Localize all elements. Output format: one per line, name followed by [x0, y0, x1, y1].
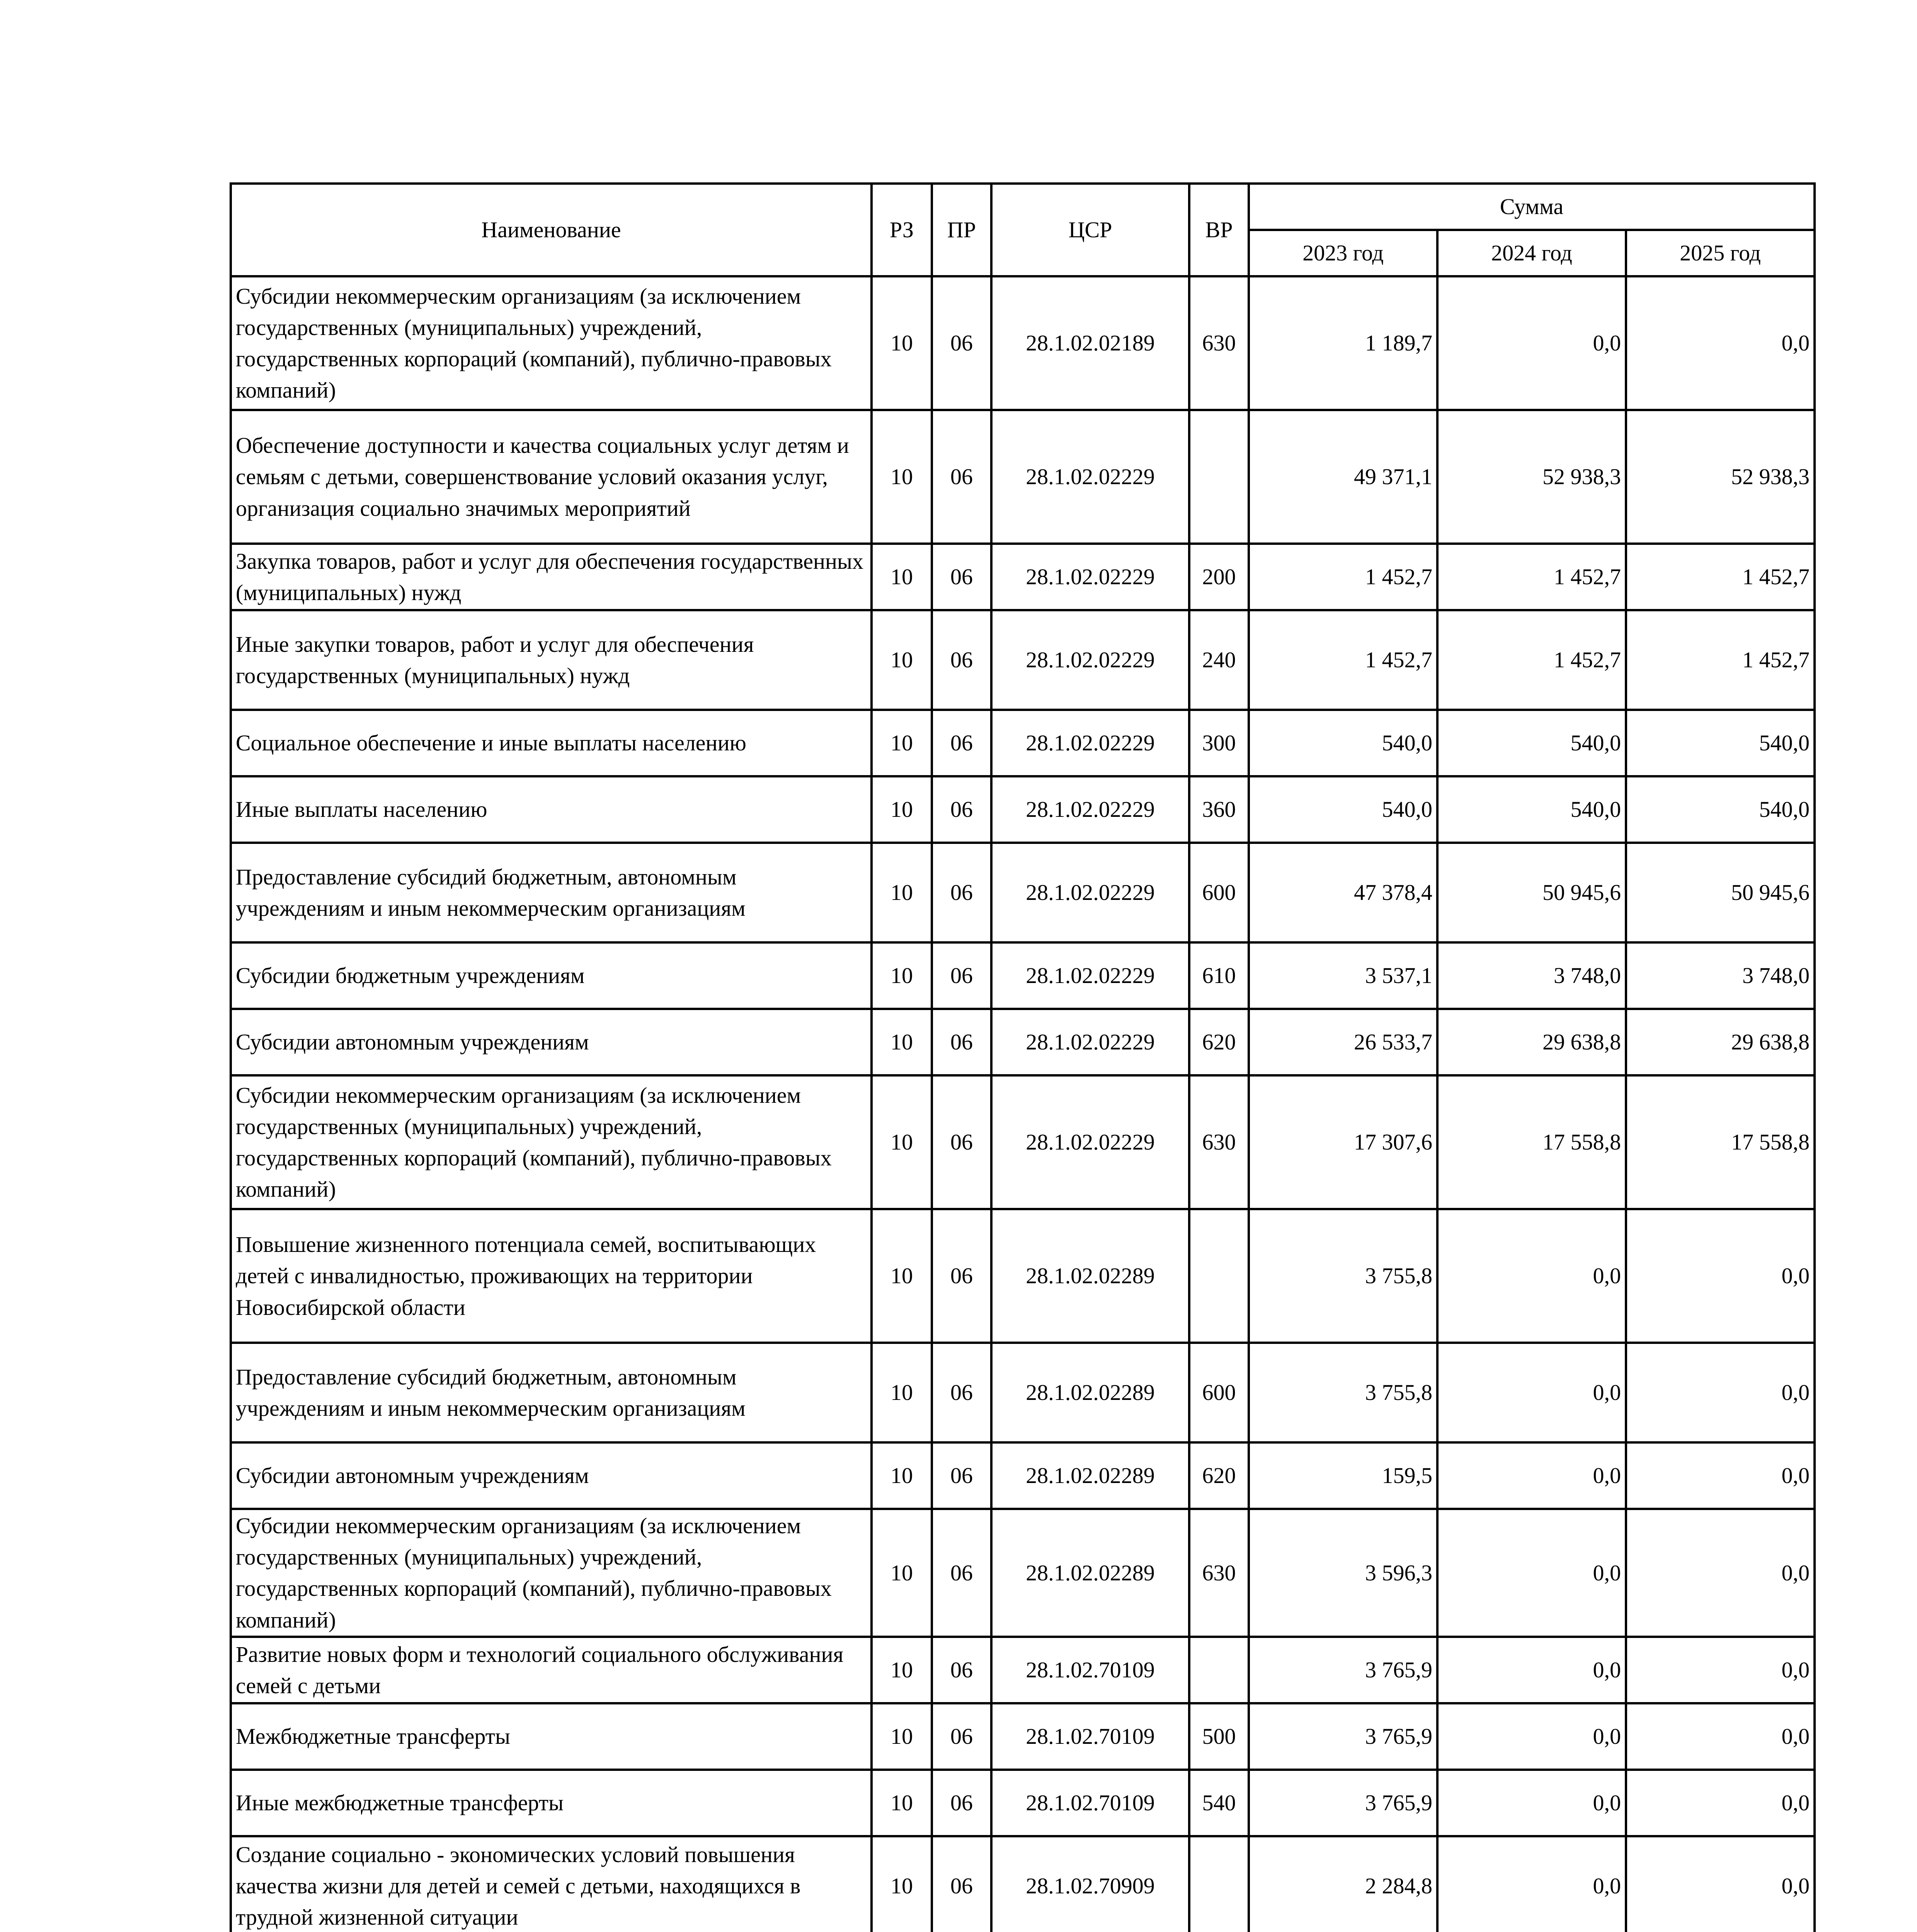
- row-sum-2025: 52 938,3: [1626, 410, 1815, 544]
- row-vr: 630: [1189, 276, 1249, 410]
- table-body: [231, 276, 1815, 1932]
- row-vr: [1189, 1209, 1249, 1343]
- row-sum-2024: 50 945,6: [1437, 843, 1626, 942]
- row-vr: 200: [1189, 544, 1249, 610]
- header-year-2025: 2025 год: [1626, 230, 1815, 276]
- header-vr: ВР: [1189, 184, 1249, 276]
- row-pr: 06: [932, 710, 991, 776]
- row-sum-2023: 3 765,9: [1249, 1703, 1437, 1770]
- row-name: Субсидии автономным учреждениям: [231, 1442, 872, 1509]
- row-vr: 600: [1189, 1343, 1249, 1442]
- row-sum-2023: 1 452,7: [1249, 610, 1437, 710]
- row-name: Субсидии некоммерческим организациям (за исключением государственных (муниципальных) учреждений, государственных корпораций (компаний), публично-правовых компаний): [231, 1509, 872, 1637]
- row-rz: 10: [872, 410, 932, 544]
- row-sum-2024: 0,0: [1437, 1343, 1626, 1442]
- row-sum-2024: 29 638,8: [1437, 1009, 1626, 1075]
- row-pr: 06: [932, 1836, 991, 1932]
- row-vr: 620: [1189, 1009, 1249, 1075]
- row-sum-2025: 50 945,6: [1626, 843, 1815, 942]
- table-row: [231, 843, 1815, 942]
- row-sum-2024: 0,0: [1437, 1703, 1626, 1770]
- row-sum-2023: 3 596,3: [1249, 1509, 1437, 1637]
- row-name: Обеспечение доступности и качества социальных услуг детям и семьям с детьми, совершенствование условий оказания услуг, организация социально значимых мероприятий: [231, 410, 872, 544]
- row-sum-2025: 540,0: [1626, 710, 1815, 776]
- table-row: [231, 1703, 1815, 1770]
- row-vr: [1189, 1836, 1249, 1932]
- row-sum-2025: 0,0: [1626, 1836, 1815, 1932]
- budget-table: [230, 182, 1816, 1932]
- row-sum-2024: 0,0: [1437, 1770, 1626, 1836]
- row-sum-2025: 1 452,7: [1626, 610, 1815, 710]
- row-name: Закупка товаров, работ и услуг для обеспечения государственных (муниципальных) нужд: [231, 544, 872, 610]
- row-csr: 28.1.02.02229: [991, 843, 1189, 942]
- row-sum-2023: 17 307,6: [1249, 1075, 1437, 1209]
- row-sum-2025: 0,0: [1626, 1703, 1815, 1770]
- row-sum-2025: 0,0: [1626, 1209, 1815, 1343]
- row-vr: 620: [1189, 1442, 1249, 1509]
- row-sum-2024: 0,0: [1437, 1442, 1626, 1509]
- row-sum-2023: 47 378,4: [1249, 843, 1437, 942]
- row-csr: 28.1.02.02289: [991, 1343, 1189, 1442]
- row-name: Межбюджетные трансферты: [231, 1703, 872, 1770]
- row-vr: [1189, 1637, 1249, 1703]
- row-name: Предоставление субсидий бюджетным, автономным учреждениям и иным некоммерческим организациям: [231, 843, 872, 942]
- table-row: [231, 1770, 1815, 1836]
- table-row: [231, 410, 1815, 544]
- row-csr: 28.1.02.70109: [991, 1770, 1189, 1836]
- table-row: [231, 1209, 1815, 1343]
- header-csr: ЦСР: [991, 184, 1189, 276]
- row-csr: 28.1.02.02229: [991, 776, 1189, 843]
- row-rz: 10: [872, 544, 932, 610]
- row-name: Социальное обеспечение и иные выплаты населению: [231, 710, 872, 776]
- row-sum-2024: 540,0: [1437, 710, 1626, 776]
- row-csr: 28.1.02.70109: [991, 1703, 1189, 1770]
- row-vr: [1189, 410, 1249, 544]
- row-csr: 28.1.02.02229: [991, 610, 1189, 710]
- row-csr: 28.1.02.02289: [991, 1209, 1189, 1343]
- table-row: [231, 276, 1815, 410]
- row-rz: 10: [872, 843, 932, 942]
- row-csr: 28.1.02.02229: [991, 544, 1189, 610]
- row-sum-2025: 0,0: [1626, 1343, 1815, 1442]
- row-vr: 600: [1189, 843, 1249, 942]
- table-row: [231, 1637, 1815, 1703]
- row-sum-2024: 0,0: [1437, 1836, 1626, 1932]
- row-rz: 10: [872, 1703, 932, 1770]
- row-rz: 10: [872, 942, 932, 1009]
- header-name: Наименование: [231, 184, 872, 276]
- table-row: [231, 1509, 1815, 1637]
- table-row: [231, 710, 1815, 776]
- row-csr: 28.1.02.02229: [991, 1075, 1189, 1209]
- row-rz: 10: [872, 610, 932, 710]
- header-year-2024: 2024 год: [1437, 230, 1626, 276]
- row-sum-2024: 52 938,3: [1437, 410, 1626, 544]
- row-csr: 28.1.02.02189: [991, 276, 1189, 410]
- row-sum-2025: 0,0: [1626, 1509, 1815, 1637]
- row-name: Повышение жизненного потенциала семей, воспитывающих детей с инвалидностью, проживающих на территории Новосибирской области: [231, 1209, 872, 1343]
- row-name: Создание социально - экономических условий повышения качества жизни для детей и семей с детьми, находящихся в трудной жизненной ситуации: [231, 1836, 872, 1932]
- row-sum-2023: 159,5: [1249, 1442, 1437, 1509]
- row-pr: 06: [932, 1209, 991, 1343]
- row-sum-2023: 540,0: [1249, 776, 1437, 843]
- row-rz: 10: [872, 1209, 932, 1343]
- row-csr: 28.1.02.70109: [991, 1637, 1189, 1703]
- row-csr: 28.1.02.02229: [991, 710, 1189, 776]
- row-sum-2025: 0,0: [1626, 1770, 1815, 1836]
- row-sum-2023: 49 371,1: [1249, 410, 1437, 544]
- row-sum-2024: 3 748,0: [1437, 942, 1626, 1009]
- row-pr: 06: [932, 1343, 991, 1442]
- row-vr: 240: [1189, 610, 1249, 710]
- row-sum-2023: 3 765,9: [1249, 1770, 1437, 1836]
- row-sum-2023: 26 533,7: [1249, 1009, 1437, 1075]
- row-csr: 28.1.02.02229: [991, 942, 1189, 1009]
- row-name: Предоставление субсидий бюджетным, автономным учреждениям и иным некоммерческим организациям: [231, 1343, 872, 1442]
- row-name: Иные выплаты населению: [231, 776, 872, 843]
- row-rz: 10: [872, 1836, 932, 1932]
- row-pr: 06: [932, 610, 991, 710]
- row-rz: 10: [872, 1009, 932, 1075]
- row-pr: 06: [932, 276, 991, 410]
- row-rz: 10: [872, 1075, 932, 1209]
- row-vr: 630: [1189, 1509, 1249, 1637]
- row-pr: 06: [932, 776, 991, 843]
- row-sum-2023: 1 452,7: [1249, 544, 1437, 610]
- row-rz: 10: [872, 276, 932, 410]
- row-vr: 540: [1189, 1770, 1249, 1836]
- row-vr: 500: [1189, 1703, 1249, 1770]
- row-sum-2023: 3 755,8: [1249, 1343, 1437, 1442]
- table-row: [231, 776, 1815, 843]
- row-sum-2025: 0,0: [1626, 276, 1815, 410]
- row-rz: 10: [872, 1509, 932, 1637]
- row-pr: 06: [932, 1442, 991, 1509]
- row-sum-2024: 1 452,7: [1437, 544, 1626, 610]
- table-row: [231, 1343, 1815, 1442]
- row-pr: 06: [932, 1509, 991, 1637]
- row-sum-2024: 0,0: [1437, 1509, 1626, 1637]
- row-sum-2023: 540,0: [1249, 710, 1437, 776]
- table-row: [231, 1442, 1815, 1509]
- table-row: [231, 1836, 1815, 1932]
- row-sum-2025: 540,0: [1626, 776, 1815, 843]
- row-csr: 28.1.02.70909: [991, 1836, 1189, 1932]
- row-rz: 10: [872, 1770, 932, 1836]
- row-vr: 300: [1189, 710, 1249, 776]
- row-rz: 10: [872, 710, 932, 776]
- table-row: [231, 544, 1815, 610]
- table-row: [231, 942, 1815, 1009]
- row-vr: 610: [1189, 942, 1249, 1009]
- row-csr: 28.1.02.02229: [991, 1009, 1189, 1075]
- row-rz: 10: [872, 776, 932, 843]
- row-pr: 06: [932, 843, 991, 942]
- row-pr: 06: [932, 1075, 991, 1209]
- row-sum-2024: 540,0: [1437, 776, 1626, 843]
- header-pr: ПР: [932, 184, 991, 276]
- table-row: [231, 610, 1815, 710]
- row-sum-2025: 1 452,7: [1626, 544, 1815, 610]
- row-rz: 10: [872, 1637, 932, 1703]
- row-pr: 06: [932, 544, 991, 610]
- row-csr: 28.1.02.02289: [991, 1509, 1189, 1637]
- row-sum-2025: 29 638,8: [1626, 1009, 1815, 1075]
- row-name: Развитие новых форм и технологий социального обслуживания семей с детьми: [231, 1637, 872, 1703]
- row-sum-2024: 0,0: [1437, 1209, 1626, 1343]
- row-sum-2023: 3 537,1: [1249, 942, 1437, 1009]
- row-sum-2024: 17 558,8: [1437, 1075, 1626, 1209]
- row-sum-2025: 0,0: [1626, 1637, 1815, 1703]
- row-name: Субсидии бюджетным учреждениям: [231, 942, 872, 1009]
- row-sum-2025: 0,0: [1626, 1442, 1815, 1509]
- row-csr: 28.1.02.02289: [991, 1442, 1189, 1509]
- header-year-2023: 2023 год: [1249, 230, 1437, 276]
- header-sum: Сумма: [1249, 184, 1815, 230]
- row-name: Иные закупки товаров, работ и услуг для обеспечения государственных (муниципальных) нужд: [231, 610, 872, 710]
- row-sum-2024: 0,0: [1437, 276, 1626, 410]
- table-row: [231, 1075, 1815, 1209]
- row-rz: 10: [872, 1343, 932, 1442]
- row-sum-2024: 0,0: [1437, 1637, 1626, 1703]
- row-pr: 06: [932, 410, 991, 544]
- row-sum-2024: 1 452,7: [1437, 610, 1626, 710]
- row-pr: 06: [932, 1770, 991, 1836]
- row-pr: 06: [932, 1637, 991, 1703]
- row-pr: 06: [932, 942, 991, 1009]
- row-pr: 06: [932, 1703, 991, 1770]
- header-rz: РЗ: [872, 184, 932, 276]
- row-name: Субсидии некоммерческим организациям (за исключением государственных (муниципальных) учреждений, государственных корпораций (компаний), публично-правовых компаний): [231, 1075, 872, 1209]
- row-sum-2023: 3 765,9: [1249, 1637, 1437, 1703]
- row-sum-2025: 17 558,8: [1626, 1075, 1815, 1209]
- row-sum-2023: 2 284,8: [1249, 1836, 1437, 1932]
- row-csr: 28.1.02.02229: [991, 410, 1189, 544]
- row-vr: 360: [1189, 776, 1249, 843]
- row-pr: 06: [932, 1009, 991, 1075]
- row-vr: 630: [1189, 1075, 1249, 1209]
- row-rz: 10: [872, 1442, 932, 1509]
- row-name: Субсидии некоммерческим организациям (за исключением государственных (муниципальных) учреждений, государственных корпораций (компаний), публично-правовых компаний): [231, 276, 872, 410]
- row-sum-2023: 3 755,8: [1249, 1209, 1437, 1343]
- row-sum-2023: 1 189,7: [1249, 276, 1437, 410]
- row-sum-2025: 3 748,0: [1626, 942, 1815, 1009]
- table-row: [231, 1009, 1815, 1075]
- row-name: Субсидии автономным учреждениям: [231, 1009, 872, 1075]
- row-name: Иные межбюджетные трансферты: [231, 1770, 872, 1836]
